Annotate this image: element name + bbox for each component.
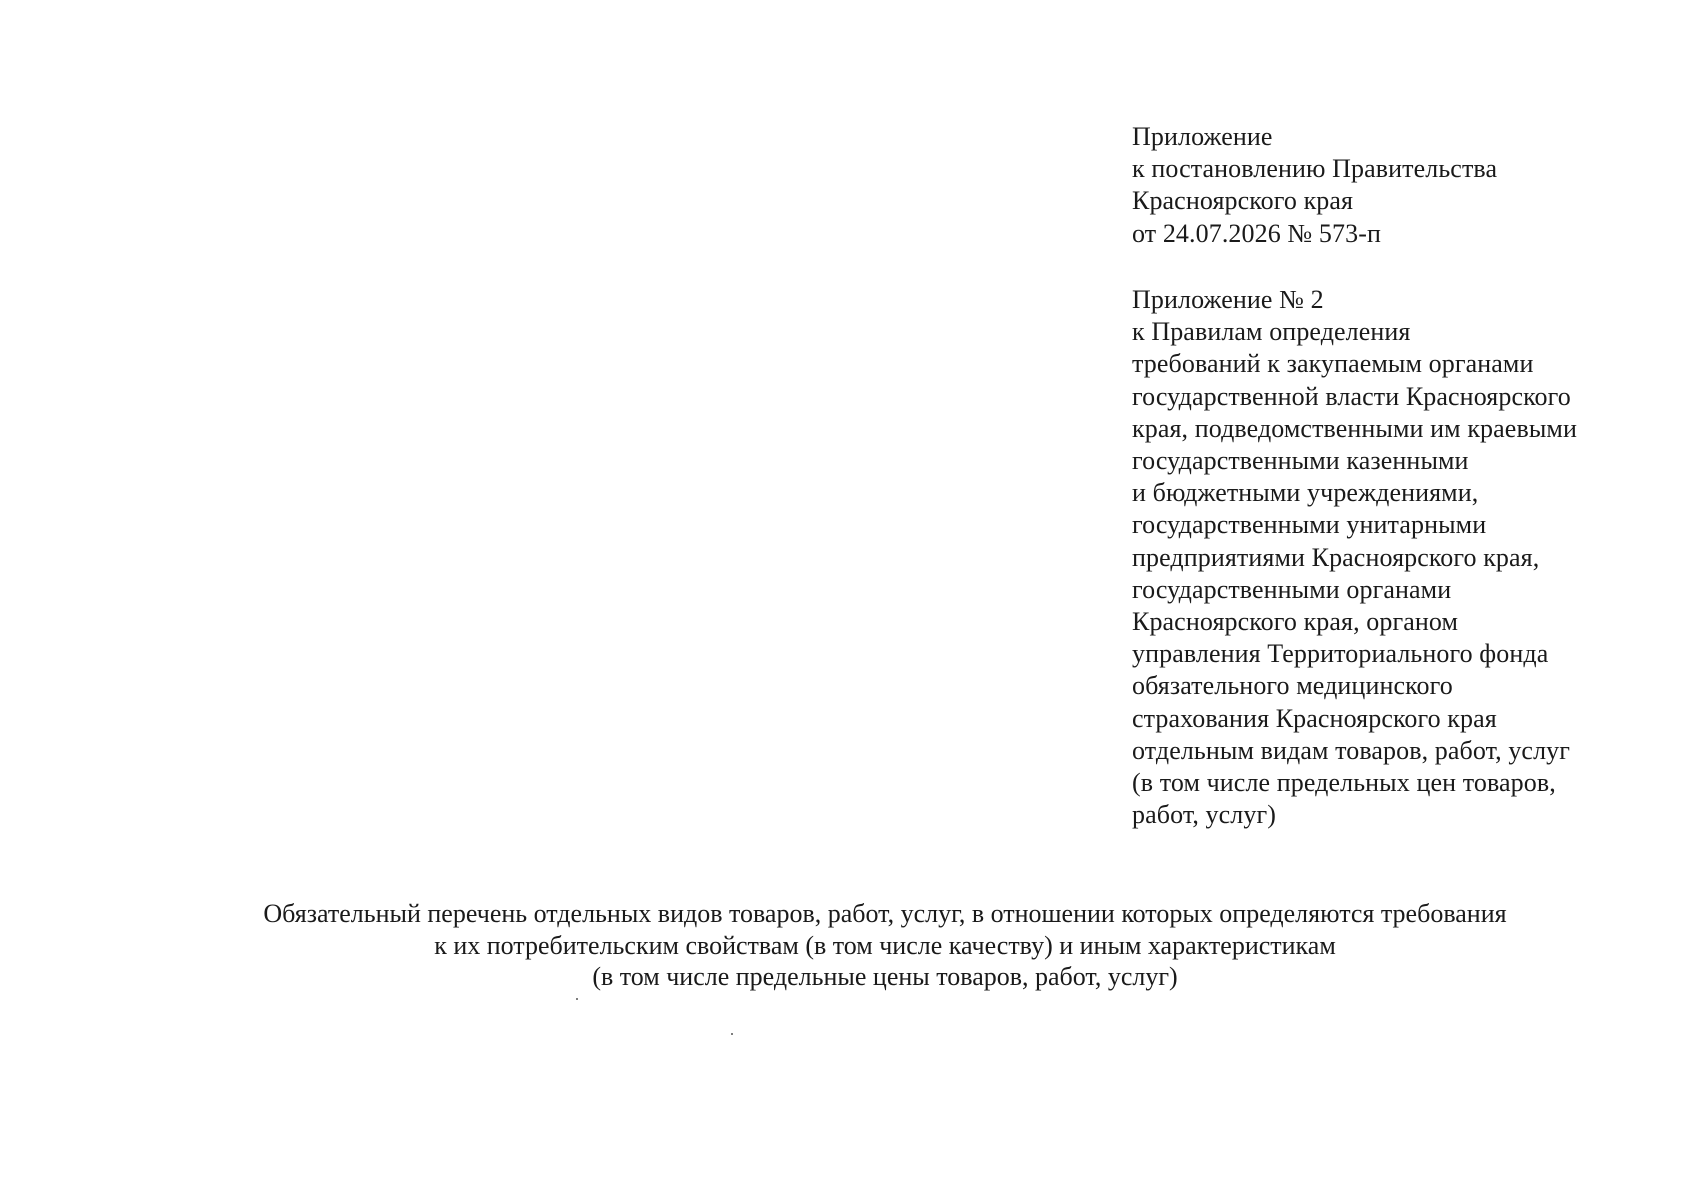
appendix-2-header-line: управления Территориального фонда: [1132, 639, 1549, 669]
appendix-2-header-line: государственными унитарными: [1132, 510, 1487, 540]
appendix-2-header-line: требований к закупаемым органами: [1132, 349, 1534, 379]
appendix-2-header-line: страхования Красноярского края: [1132, 703, 1497, 733]
document-title-line: (в том числе предельные цены товаров, работ, услуг): [592, 962, 1178, 991]
appendix-2-header-line: обязательного медицинского: [1132, 671, 1453, 701]
appendix-2-header: [1132, 284, 1652, 831]
scan-speck: [731, 1033, 733, 1035]
appendix-2-header-line: государственными органами: [1132, 574, 1452, 604]
appendix-2-header-line: работ, услуг): [1132, 800, 1276, 830]
appendix-2-header-line: предприятиями Красноярского края,: [1132, 542, 1540, 572]
document-title-line: Обязательный перечень отдельных видов товаров, работ, услуг, в отношении которых определяются требования: [263, 899, 1507, 928]
appendix-header-line: Красноярского края: [1132, 186, 1354, 216]
appendix-header: [1132, 121, 1652, 250]
appendix-2-header-line: (в том числе предельных цен товаров,: [1132, 768, 1556, 798]
appendix-2-header-line: края, подведомственными им краевыми: [1132, 413, 1577, 443]
document-title: [100, 898, 1670, 993]
appendix-header-date: от 24.07.2026 № 573-п: [1132, 218, 1381, 248]
appendix-header-line: Приложение: [1132, 122, 1273, 151]
appendix-2-header-line: отдельным видам товаров, работ, услуг: [1132, 735, 1571, 765]
appendix-2-header-line: Красноярского края, органом: [1132, 607, 1459, 637]
appendix-2-header-line: Приложение № 2: [1132, 285, 1324, 314]
scan-speck: [576, 998, 578, 1000]
appendix-2-header-line: государственными казенными: [1132, 446, 1469, 476]
appendix-2-header-line: к Правилам определения: [1132, 317, 1411, 347]
appendix-2-header-line: государственной власти Красноярского: [1132, 381, 1571, 411]
appendix-header-line: к постановлению Правительства: [1132, 154, 1498, 184]
appendix-2-header-line: и бюджетными учреждениями,: [1132, 478, 1479, 508]
document-title-line: к их потребительским свойствам (в том числе качеству) и иным характеристикам: [434, 930, 1336, 960]
